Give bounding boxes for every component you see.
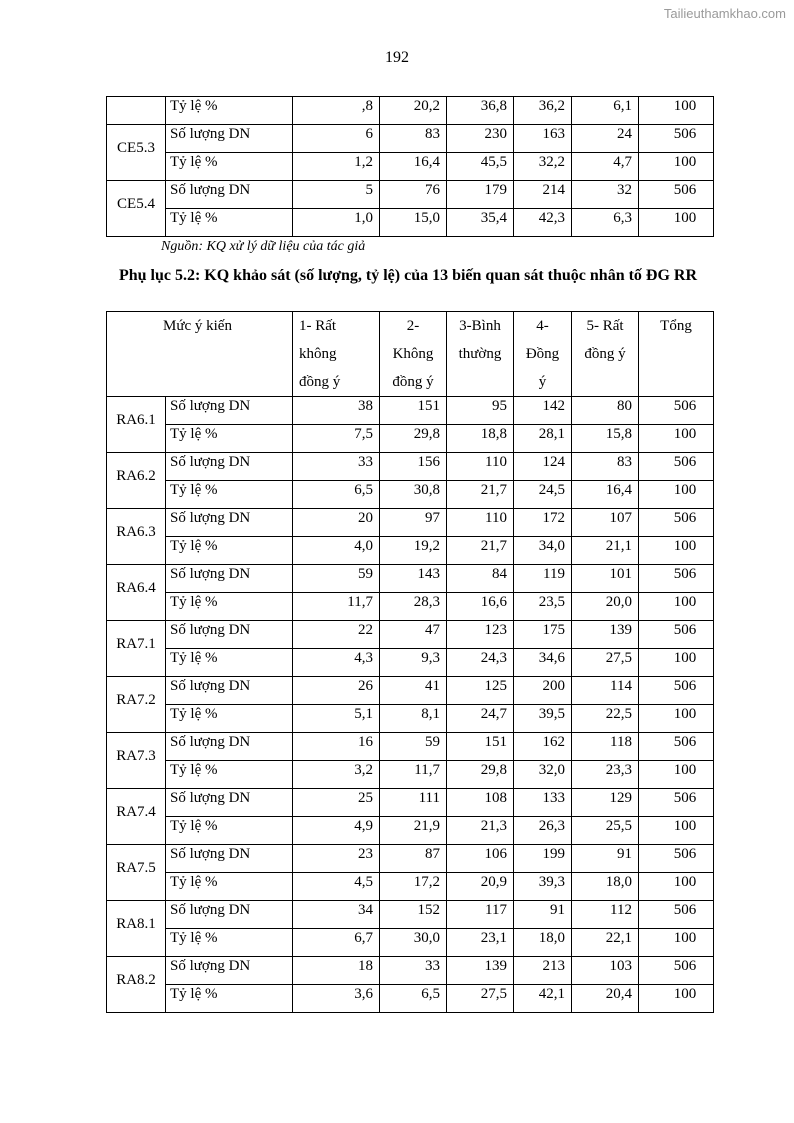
header-line: 1- Rất [299,318,337,334]
count-value: 87 [380,845,447,873]
header-disagree [380,312,447,397]
header-line: thường [458,346,502,362]
count-value: 76 [380,181,447,209]
count-total: 506 [639,397,714,425]
percent-total: 100 [639,97,714,125]
percent-total: 100 [639,537,714,565]
row-label-percent: Tỷ lệ % [166,153,293,181]
row-label-percent: Tỷ lệ % [166,425,293,453]
count-value: 59 [380,733,447,761]
row-label-percent: Tỷ lệ % [166,873,293,901]
table-row [107,209,714,237]
table-row [107,817,714,845]
percent-total: 100 [639,153,714,181]
percent-value: 3,6 [293,985,380,1013]
percent-value: 30,8 [380,481,447,509]
percent-value: 3,2 [293,761,380,789]
table-row [107,761,714,789]
count-total: 506 [639,509,714,537]
count-value: 129 [572,789,639,817]
count-value: 123 [447,621,514,649]
variable-code: RA7.3 [107,733,166,789]
count-value: 125 [447,677,514,705]
count-value: 214 [514,181,572,209]
count-value: 32 [572,181,639,209]
count-value: 23 [293,845,380,873]
percent-value: 20,4 [572,985,639,1013]
count-value: 172 [514,509,572,537]
count-value: 151 [380,397,447,425]
count-value: 103 [572,957,639,985]
count-total: 506 [639,901,714,929]
count-total: 506 [639,565,714,593]
percent-value: 18,8 [447,425,514,453]
count-value: 163 [514,125,572,153]
count-value: 139 [572,621,639,649]
count-value: 162 [514,733,572,761]
row-label-count: Số lượng DN [166,453,293,481]
row-label-count: Số lượng DN [166,789,293,817]
row-label-count: Số lượng DN [166,677,293,705]
percent-value: 42,1 [514,985,572,1013]
header-line: 4- [536,318,549,334]
row-label-percent: Tỷ lệ % [166,705,293,733]
count-value: 117 [447,901,514,929]
variable-code: CE5.3 [107,125,166,181]
count-value: 111 [380,789,447,817]
variable-code: RA7.2 [107,677,166,733]
continued-table [106,96,714,237]
percent-value: 15,8 [572,425,639,453]
count-value: 200 [514,677,572,705]
count-value: 33 [380,957,447,985]
percent-value: 5,1 [293,705,380,733]
count-value: 152 [380,901,447,929]
table-row [107,845,714,873]
percent-value: 42,3 [514,209,572,237]
percent-total: 100 [639,481,714,509]
table-row [107,985,714,1013]
variable-code: RA6.4 [107,565,166,621]
count-value: 22 [293,621,380,649]
percent-value: 4,9 [293,817,380,845]
count-total: 506 [639,789,714,817]
count-value: 118 [572,733,639,761]
percent-value: 32,2 [514,153,572,181]
count-value: 84 [447,565,514,593]
count-value: 199 [514,845,572,873]
percent-value: 6,1 [572,97,639,125]
percent-value: 16,6 [447,593,514,621]
percent-value: 18,0 [572,873,639,901]
header-line: 5- Rất [586,318,624,334]
percent-value: 4,3 [293,649,380,677]
count-value: 33 [293,453,380,481]
table-row [107,153,714,181]
row-label-count: Số lượng DN [166,901,293,929]
percent-total: 100 [639,705,714,733]
percent-total: 100 [639,761,714,789]
row-label-count: Số lượng DN [166,181,293,209]
percent-value: 19,2 [380,537,447,565]
header-strongly-agree [572,312,639,397]
count-value: 38 [293,397,380,425]
variable-code: RA8.2 [107,957,166,1013]
count-value: 124 [514,453,572,481]
row-label-count: Số lượng DN [166,621,293,649]
table-row [107,677,714,705]
percent-value: 6,7 [293,929,380,957]
percent-value: 28,3 [380,593,447,621]
variable-code: RA7.4 [107,789,166,845]
percent-value: 23,5 [514,593,572,621]
percent-value: 21,3 [447,817,514,845]
percent-value: 4,7 [572,153,639,181]
percent-value: 18,0 [514,929,572,957]
count-value: 83 [572,453,639,481]
count-value: 47 [380,621,447,649]
count-value: 6 [293,125,380,153]
percent-value: 11,7 [293,593,380,621]
variable-code: CE5.4 [107,181,166,237]
percent-total: 100 [639,209,714,237]
count-value: 143 [380,565,447,593]
percent-total: 100 [639,929,714,957]
table-row [107,565,714,593]
percent-value: 1,0 [293,209,380,237]
table-row [107,957,714,985]
count-value: 5 [293,181,380,209]
percent-value: 23,1 [447,929,514,957]
percent-value: 20,0 [572,593,639,621]
table-row [107,593,714,621]
percent-total: 100 [639,425,714,453]
percent-value: 36,8 [447,97,514,125]
row-label-count: Số lượng DN [166,509,293,537]
percent-value: 22,1 [572,929,639,957]
percent-value: 26,3 [514,817,572,845]
count-value: 91 [572,845,639,873]
variable-code: RA8.1 [107,901,166,957]
percent-value: 39,5 [514,705,572,733]
percent-value: 8,1 [380,705,447,733]
header-line: ý [538,374,547,390]
percent-value: 1,2 [293,153,380,181]
header-line: 2- [406,318,420,334]
header-line: Đồng [525,346,560,362]
percent-value: 20,9 [447,873,514,901]
count-total: 506 [639,845,714,873]
table-row [107,649,714,677]
header-strongly-disagree [293,312,380,397]
percent-value: 24,5 [514,481,572,509]
variable-code: RA6.3 [107,509,166,565]
percent-value: 25,5 [572,817,639,845]
row-label-percent: Tỷ lệ % [166,985,293,1013]
page-number: 192 [385,49,409,66]
count-value: 107 [572,509,639,537]
count-value: 95 [447,397,514,425]
percent-value: 32,0 [514,761,572,789]
percent-value: ,8 [293,97,380,125]
row-label-count: Số lượng DN [166,125,293,153]
percent-value: 27,5 [572,649,639,677]
header-agree [514,312,572,397]
count-value: 156 [380,453,447,481]
count-value: 142 [514,397,572,425]
percent-value: 29,8 [447,761,514,789]
count-total: 506 [639,677,714,705]
count-value: 18 [293,957,380,985]
row-label-count: Số lượng DN [166,565,293,593]
count-value: 41 [380,677,447,705]
percent-total: 100 [639,873,714,901]
percent-value: 21,9 [380,817,447,845]
percent-value: 6,5 [380,985,447,1013]
count-total: 506 [639,453,714,481]
count-value: 230 [447,125,514,153]
percent-value: 11,7 [380,761,447,789]
row-label-count: Số lượng DN [166,957,293,985]
count-total: 506 [639,733,714,761]
header-total: Tổng [639,312,714,397]
percent-value: 35,4 [447,209,514,237]
percent-value: 4,5 [293,873,380,901]
variable-code: RA6.1 [107,397,166,453]
count-value: 213 [514,957,572,985]
table-row [107,621,714,649]
count-value: 179 [447,181,514,209]
variable-code: RA6.2 [107,453,166,509]
count-value: 110 [447,453,514,481]
header-line: không [299,346,337,362]
survey-table [106,311,714,1013]
variable-code: RA7.1 [107,621,166,677]
header-neutral [447,312,514,397]
percent-value: 34,6 [514,649,572,677]
count-value: 25 [293,789,380,817]
count-value: 80 [572,397,639,425]
percent-value: 28,1 [514,425,572,453]
table-header-row [107,312,714,397]
table-row [107,397,714,425]
table-row [107,481,714,509]
count-value: 26 [293,677,380,705]
table-caption: Phụ lục 5.2: KQ khảo sát (số lượng, tỷ lệ) của 13 biến quan sát thuộc nhân tố ĐG RR [118,267,698,284]
row-label-percent: Tỷ lệ % [166,97,293,125]
count-total: 506 [639,181,714,209]
percent-value: 15,0 [380,209,447,237]
count-value: 108 [447,789,514,817]
count-value: 114 [572,677,639,705]
count-value: 59 [293,565,380,593]
count-value: 106 [447,845,514,873]
row-label-percent: Tỷ lệ % [166,593,293,621]
table-row [107,425,714,453]
table-row [107,873,714,901]
table-row [107,509,714,537]
count-value: 119 [514,565,572,593]
count-value: 97 [380,509,447,537]
table-row [107,929,714,957]
table-row [107,901,714,929]
count-value: 175 [514,621,572,649]
row-label-percent: Tỷ lệ % [166,761,293,789]
count-total: 506 [639,957,714,985]
header-line: 3-Bình [459,318,501,334]
percent-value: 16,4 [572,481,639,509]
count-value: 151 [447,733,514,761]
percent-value: 16,4 [380,153,447,181]
count-value: 101 [572,565,639,593]
percent-value: 20,2 [380,97,447,125]
table-row [107,789,714,817]
percent-value: 21,1 [572,537,639,565]
percent-total: 100 [639,593,714,621]
percent-total: 100 [639,649,714,677]
table-row [107,453,714,481]
header-line: đồng ý [584,346,626,362]
table-row [107,97,714,125]
percent-total: 100 [639,985,714,1013]
percent-value: 6,5 [293,481,380,509]
count-value: 133 [514,789,572,817]
source-note: Nguồn: KQ xử lý dữ liệu của tác giả [161,239,366,254]
percent-total: 100 [639,817,714,845]
percent-value: 45,5 [447,153,514,181]
table-row [107,125,714,153]
percent-value: 22,5 [572,705,639,733]
table-row [107,705,714,733]
count-value: 20 [293,509,380,537]
count-value: 112 [572,901,639,929]
header-line: đồng ý [392,374,434,390]
header-line: đồng ý [299,374,341,390]
table-row [107,537,714,565]
percent-value: 9,3 [380,649,447,677]
percent-value: 36,2 [514,97,572,125]
table-row [107,181,714,209]
header-line: Không [392,346,434,362]
count-value: 34 [293,901,380,929]
count-value: 24 [572,125,639,153]
row-label-percent: Tỷ lệ % [166,537,293,565]
count-value: 110 [447,509,514,537]
row-label-count: Số lượng DN [166,397,293,425]
row-label-percent: Tỷ lệ % [166,209,293,237]
empty-code-cell [107,97,166,125]
percent-value: 6,3 [572,209,639,237]
row-label-percent: Tỷ lệ % [166,929,293,957]
percent-value: 24,7 [447,705,514,733]
percent-value: 24,3 [447,649,514,677]
row-label-count: Số lượng DN [166,733,293,761]
percent-value: 21,7 [447,481,514,509]
percent-value: 30,0 [380,929,447,957]
row-label-percent: Tỷ lệ % [166,817,293,845]
percent-value: 34,0 [514,537,572,565]
count-total: 506 [639,125,714,153]
row-label-percent: Tỷ lệ % [166,481,293,509]
percent-value: 29,8 [380,425,447,453]
percent-value: 39,3 [514,873,572,901]
percent-value: 27,5 [447,985,514,1013]
variable-code: RA7.5 [107,845,166,901]
count-value: 83 [380,125,447,153]
table-row [107,733,714,761]
row-label-percent: Tỷ lệ % [166,649,293,677]
count-value: 91 [514,901,572,929]
count-total: 506 [639,621,714,649]
percent-value: 17,2 [380,873,447,901]
row-label-count: Số lượng DN [166,845,293,873]
count-value: 139 [447,957,514,985]
header-opinion: Mức ý kiến [107,312,293,397]
percent-value: 21,7 [447,537,514,565]
watermark: Tailieuthamkhao.com [663,6,786,21]
percent-value: 7,5 [293,425,380,453]
count-value: 16 [293,733,380,761]
percent-value: 23,3 [572,761,639,789]
percent-value: 4,0 [293,537,380,565]
